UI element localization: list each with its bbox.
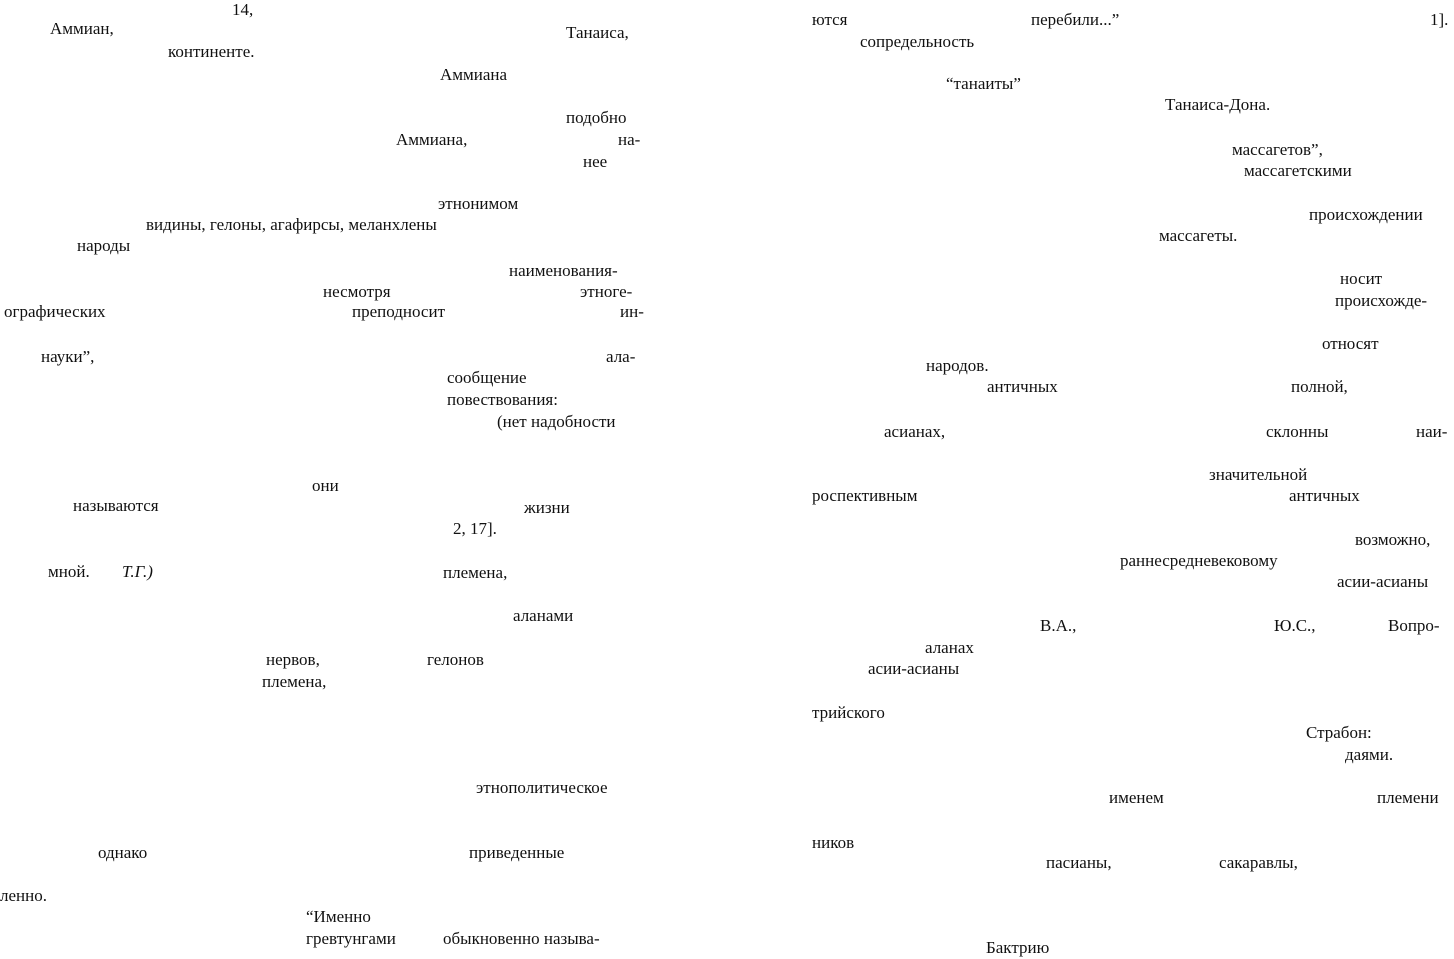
text-fragment: трийского <box>812 703 885 722</box>
text-fragment: 2, 17]. <box>453 519 497 538</box>
text-fragment: Т.Г.) <box>122 562 153 581</box>
text-fragment: массагетскими <box>1244 161 1352 180</box>
text-fragment: сопредельность <box>860 32 975 51</box>
right-page-column <box>808 0 1454 959</box>
text-fragment: ографических <box>4 302 106 321</box>
text-fragment: перебили...” <box>1031 10 1120 29</box>
text-fragment: называются <box>73 496 159 515</box>
text-fragment: подобно <box>566 108 627 127</box>
text-fragment: роспективным <box>812 486 918 505</box>
text-fragment: полной, <box>1291 377 1348 396</box>
text-fragment: несмотря <box>323 282 391 301</box>
text-fragment: асианах, <box>884 422 946 441</box>
text-fragment: асии-асианы <box>1337 572 1429 591</box>
text-fragment: этноге- <box>580 282 633 301</box>
text-fragment: сакаравлы, <box>1219 853 1298 872</box>
text-fragment: наи- <box>1416 422 1448 441</box>
text-fragment: наименования- <box>509 261 618 280</box>
text-fragment: аланах <box>925 638 974 657</box>
text-fragment: племена, <box>262 672 327 691</box>
text-fragment: нервов, <box>266 650 320 669</box>
text-fragment: племена, <box>443 563 508 582</box>
text-fragment: племени <box>1377 788 1439 807</box>
text-fragment: Бактрию <box>986 938 1050 957</box>
text-fragment: Вопро- <box>1388 616 1440 635</box>
text-fragment: пасианы, <box>1046 853 1112 872</box>
text-fragment: ала- <box>606 347 636 366</box>
text-fragment: массагеты. <box>1159 226 1238 245</box>
text-fragment: возможно, <box>1355 530 1431 549</box>
text-fragment: сообщение <box>447 368 527 387</box>
text-fragment: значительной <box>1209 465 1308 484</box>
text-fragment: В.А., <box>1040 616 1077 635</box>
text-fragment: гелонов <box>427 650 484 669</box>
text-fragment: народов. <box>926 356 989 375</box>
text-fragment: повествования: <box>447 390 558 409</box>
text-fragment: ин- <box>620 302 644 321</box>
text-fragment: аланами <box>513 606 574 625</box>
text-fragment: именем <box>1109 788 1164 807</box>
text-fragment: мной. <box>48 562 90 581</box>
text-fragment: обыкновенно называ- <box>443 929 600 948</box>
text-fragment: жизни <box>524 498 570 517</box>
text-fragment: асии-асианы <box>868 659 960 678</box>
text-fragment: “танаиты” <box>946 74 1021 93</box>
text-fragment: происхождении <box>1309 205 1423 224</box>
text-fragment: преподносит <box>352 302 445 321</box>
text-fragment: науки”, <box>41 347 95 366</box>
text-fragment: массагетов”, <box>1232 140 1323 159</box>
text-fragment: происхожде- <box>1335 291 1428 310</box>
text-fragment: раннесредневековому <box>1120 551 1278 570</box>
text-fragment: 1]. <box>1430 10 1449 29</box>
text-fragment: склонны <box>1266 422 1329 441</box>
text-fragment: ников <box>812 833 855 852</box>
text-fragment: этнополитическое <box>476 778 608 797</box>
text-fragment: Танаиса, <box>566 23 629 42</box>
text-fragment: 14, <box>232 0 254 19</box>
text-fragment: приведенные <box>469 843 565 862</box>
text-fragment: этнонимом <box>438 194 519 213</box>
text-fragment: Аммиана <box>440 65 508 84</box>
text-fragment: носит <box>1340 269 1383 288</box>
text-fragment: видины, гелоны, агафирсы, меланхлены <box>146 215 437 234</box>
text-fragment: ются <box>812 10 848 29</box>
text-fragment: (нет надобности <box>497 412 616 431</box>
text-fragment: Танаиса-Дона. <box>1165 95 1271 114</box>
text-fragment: ленно. <box>0 886 47 905</box>
text-fragment: гревтунгами <box>306 929 396 948</box>
text-fragment: Страбон: <box>1306 723 1372 742</box>
text-fragment: Аммиана, <box>396 130 468 149</box>
text-fragment: античных <box>987 377 1058 396</box>
text-fragment: на- <box>618 130 641 149</box>
text-fragment: Ю.С., <box>1274 616 1316 635</box>
text-fragment: народы <box>77 236 131 255</box>
text-fragment: относят <box>1322 334 1379 353</box>
text-fragment: однако <box>98 843 148 862</box>
text-fragment: они <box>312 476 339 495</box>
text-fragment: Аммиан, <box>50 19 114 38</box>
text-fragment: нее <box>583 152 608 171</box>
left-page-column <box>0 0 650 959</box>
text-fragment: континенте. <box>168 42 255 61</box>
text-fragment: даями. <box>1345 745 1394 764</box>
text-fragment: “Именно <box>306 907 371 926</box>
text-fragment: античных <box>1289 486 1360 505</box>
